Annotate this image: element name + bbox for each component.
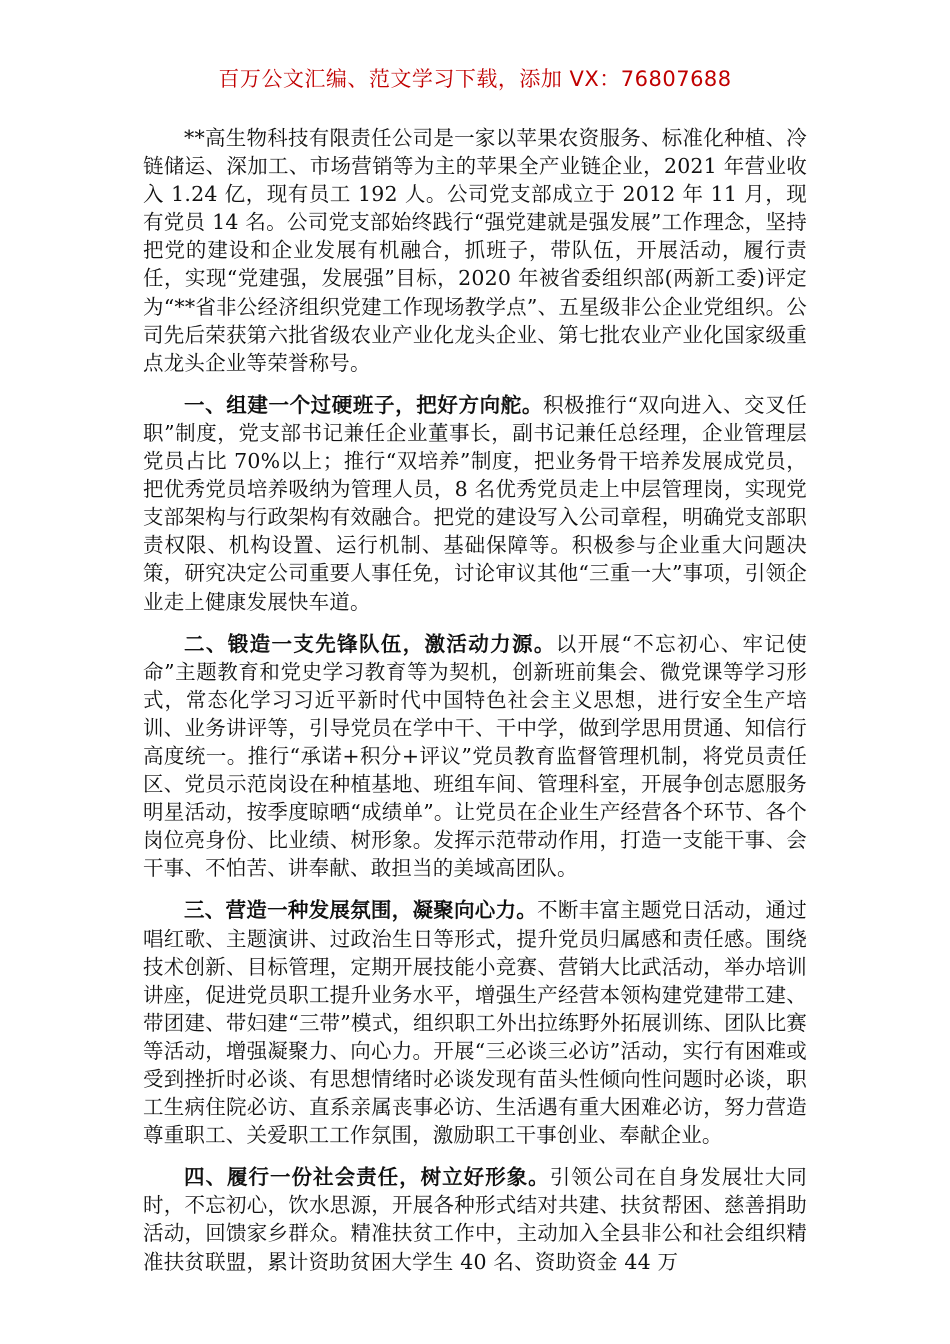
section-paragraph-3 — [143, 896, 807, 1149]
paragraph-text: **高生物科技有限责任公司是一家以苹果农资服务、标准化种植、冷链储运、深加工、市场营销等为主的苹果全产业链企业，2021 年营业收入 1.24 亿，现有员工 192 人。公司党支部成立于 2012 年 11 月，现有党员 14 名。公司党支部始终践行“强党建就是强发展”工作理念，坚持把党的建设和企业发展有机融合，抓班子，带队伍，开展活动，履行责任，实现“党建强，发展强”目标，2020 年被省委组织部(两新工委)评定为“**省非公经济组织党建工作现场教学点”、五星级非公企业党组织。公司先后荣获第六批省级农业产业化龙头企业、第七批农业产业化国家级重点龙头企业等荣誉称号。 — [143, 126, 807, 375]
paragraph-lead: 四、履行一份社会责任，树立好形象。 — [184, 1165, 550, 1190]
paragraph-text: 引领公司在自身发展壮大同时，不忘初心，饮水思源，开展各种形式结对共建、扶贫帮困、慈善捐助活动，回馈家乡群众。精准扶贫工作中，主动加入全县非公和社会组织精准扶贫联盟，累计资助贫困大学生 40 名、资助资金 44 万 — [143, 1165, 807, 1274]
paragraph-text: 积极推行“双向进入、交叉任职”制度，党支部书记兼任企业董事长，副书记兼任总经理，企业管理层党员占比 70%以上；推行“双培养”制度，把业务骨干培养发展成党员，把优秀党员培养吸纳为管理人员，8 名优秀党员走上中层管理岗，实现党支部架构与行政架构有效融合。把党的建设写入公司章程，明确党支部职责权限、机构设置、运行机制、基础保障等。积极参与企业重大问题决策，研究决定公司重要人事任免，讨论审议其他“三重一大”事项，引领企业走上健康发展快车道。 — [143, 392, 807, 614]
paragraph-lead: 一、组建一个过硬班子，把好方向舵。 — [184, 392, 543, 417]
paragraph-lead: 三、营造一种发展氛围，凝聚向心力。 — [184, 898, 538, 923]
paragraph-text: 不断丰富主题党日活动，通过唱红歌、主题演讲、过政治生日等形式，提升党员归属感和责任感。围绕技术创新、目标管理，定期开展技能小竞赛、营销大比武活动，举办培训讲座，促进党员职工提升业务水平，增强生产经营本领构建党建带工建、带团建、带妇建“三带”模式，组织职工外出拉练野外拓展训练、团队比赛等活动，增强凝聚力、向心力。开展“三必谈三必访”活动，实行有困难或受到挫折时必谈、有思想情绪时必谈发现有苗头性倾向性问题时必谈，职工生病住院必访、直系亲属丧事必访、生活遇有重大困难必访，努力营造尊重职工、关爱职工工作氛围，激励职工干事创业、奉献企业。 — [143, 898, 807, 1148]
paragraph-lead: 二、锻造一支先锋队伍，激活动力源。 — [184, 631, 556, 656]
paragraph-text: 以开展“不忘初心、牢记使命”主题教育和党史学习教育等为契机，创新班前集会、微党课等学习形式，常态化学习习近平新时代中国特色社会主义思想，进行安全生产培训、业务讲评等，引导党员在学中干、干中学，做到学思用贯通、知信行高度统一。推行“承诺+积分+评议”党员教育监督管理机制，将党员责任区、党员示范岗设在种植基地、班组车间、管理科室，开展争创志愿服务明星活动，按季度晾晒“成绩单”。让党员在企业生产经营各个环节、各个岗位亮身份、比业绩、树形象。发挥示范带动作用，打造一支能干事、会干事、不怕苦、讲奉献、敢担当的美域高团队。 — [143, 631, 807, 881]
body-text — [143, 124, 807, 1290]
header-note: 百万公文汇编、范文学习下载，添加 VX：76807688 — [218, 67, 732, 91]
section-paragraph-2 — [143, 630, 807, 883]
section-paragraph-1 — [143, 391, 807, 616]
intro-paragraph — [143, 124, 807, 377]
section-paragraph-4 — [143, 1163, 807, 1275]
